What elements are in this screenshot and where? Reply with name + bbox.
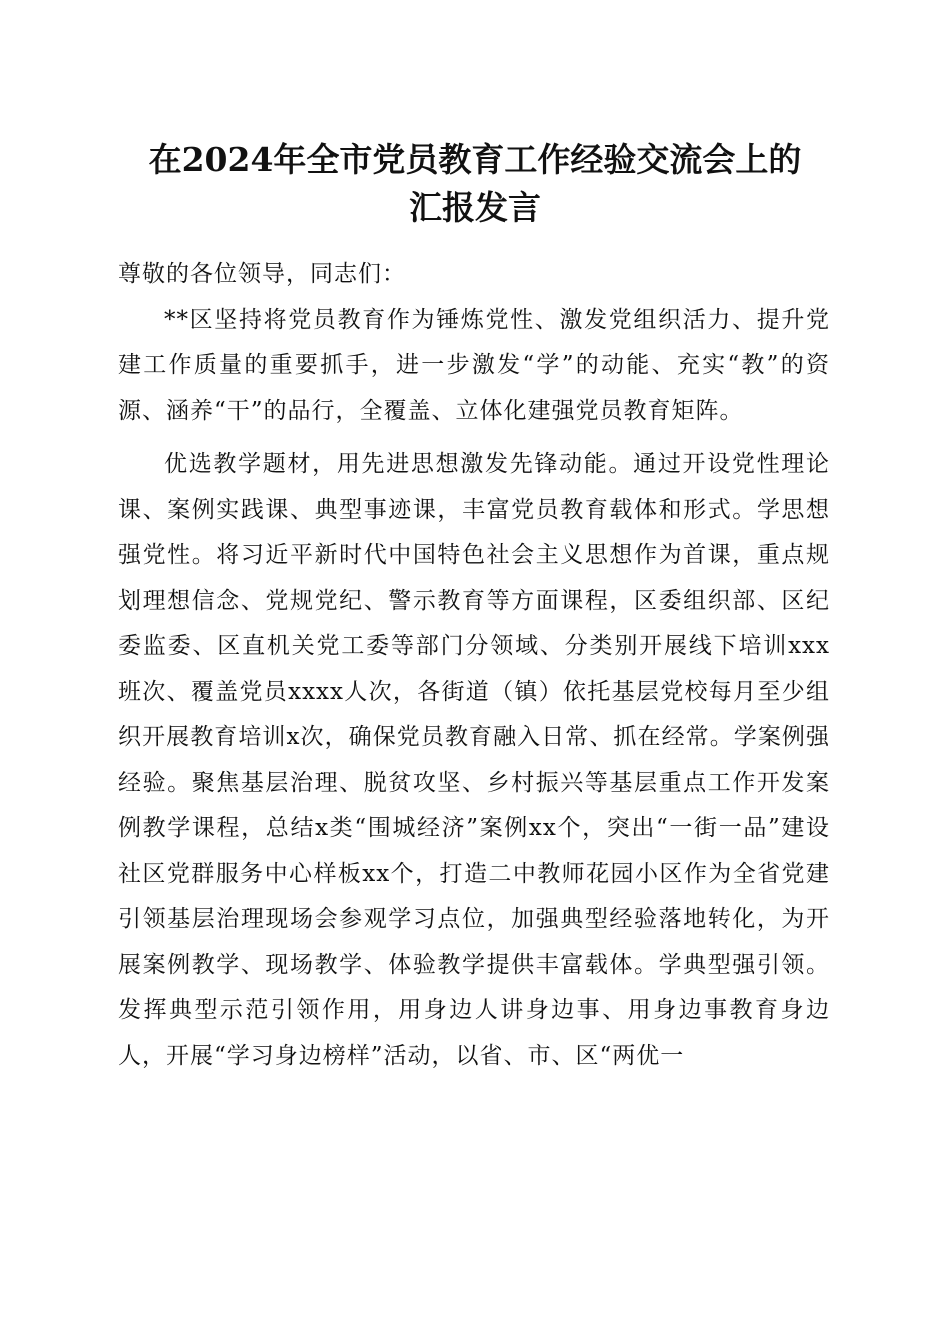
paragraph-teaching-topics: 优选教学题材，用先进思想激发先锋动能。通过开设党性理论课、案例实践课、典型事迹课，丰富党员教育载体和形式。学思想强党性。将习近平新时代中国特色社会主义思想作为首课，重点规划理想信念、党规党纪、警示教育等方面课程，区委组织部、区纪委监委、区直机关党工委等部门分领域、分类别开展线下培训xxx班次、覆盖党员xxxx人次，各街道（镇）依托基层党校每月至少组织开展教育培训x次，确保党员教育融入日常、抓在经常。学案例强经验。聚焦基层治理、脱贫攻坚、乡村振兴等基层重点工作开发案例教学课程，总结x类“围城经济”案例xx个，突出“一街一品”建设社区党群服务中心样板xx个，打造二中教师花园小区作为全省党建引领基层治理现场会参观学习点位，加强典型经验落地转化，为开展案例教学、现场教学、体验教学提供丰富载体。学典型强引领。发挥典型示范引领作用，用身边人讲身边事、用身边事教育身边人，开展“学习身边榜样”活动，以省、市、区“两优一 bbox=[118, 451, 830, 1069]
paragraph-intro: **区坚持将党员教育作为锤炼党性、激发党组织活力、提升党建工作质量的重要抓手，进一步激发“学”的动能、充实“教”的资源、涵养“干”的品行，全覆盖、立体化建强党员教育矩阵。 bbox=[118, 306, 830, 424]
salutation: 尊敬的各位领导，同志们： bbox=[118, 261, 406, 287]
title-line-1: 在2024年全市党员教育工作经验交流会上的 bbox=[148, 140, 802, 179]
document-title bbox=[100, 136, 850, 232]
document-body bbox=[118, 252, 830, 1079]
title-line-2: 汇报发言 bbox=[409, 188, 541, 227]
